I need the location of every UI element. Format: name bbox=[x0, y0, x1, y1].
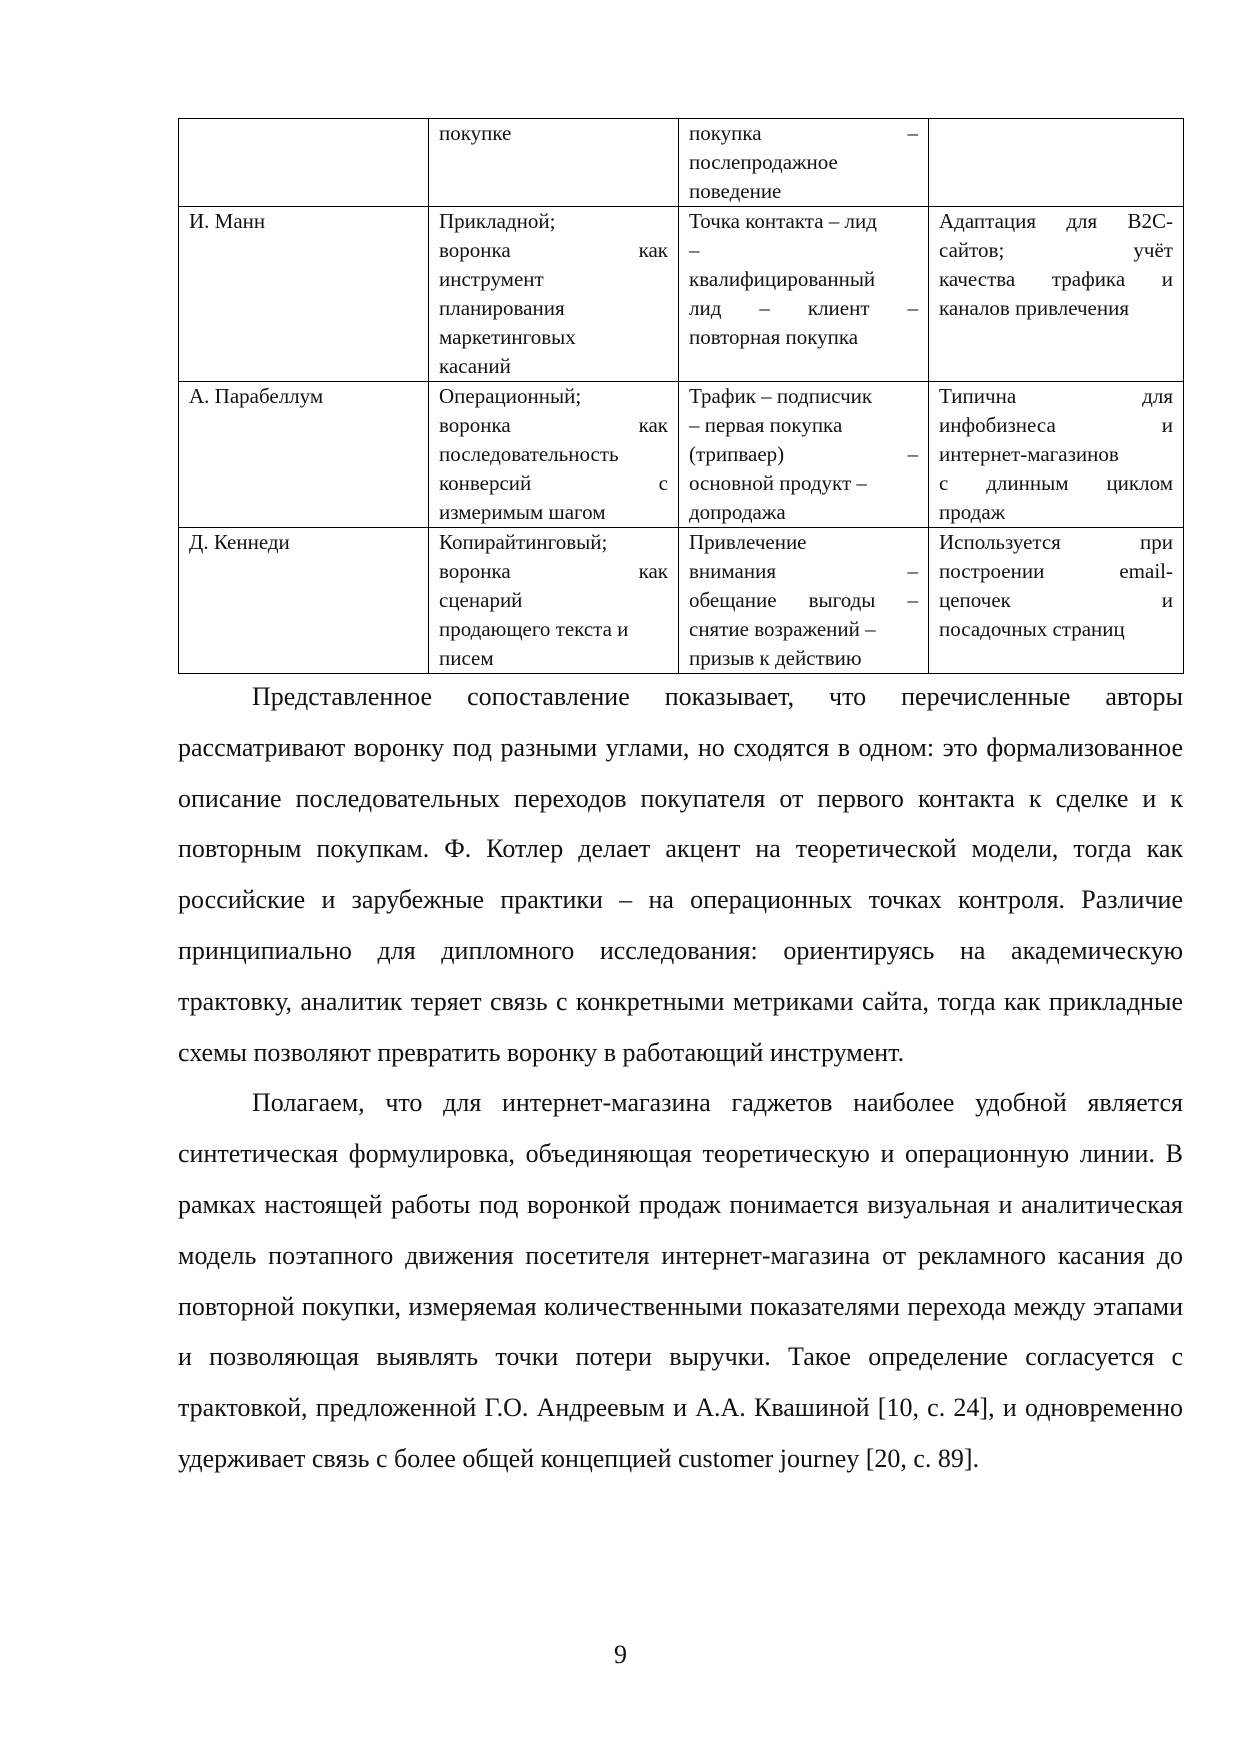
approach-line: Прикладной; bbox=[439, 209, 556, 233]
approach-line: сценарий bbox=[439, 588, 523, 612]
approach-line: продающего текста и bbox=[439, 617, 629, 641]
stages-line: покупка – bbox=[689, 121, 918, 145]
stages-line: Привлечение bbox=[689, 530, 807, 554]
approach-cell bbox=[429, 119, 679, 207]
table-row bbox=[179, 119, 1184, 207]
notes-line: качества трафика и bbox=[939, 267, 1173, 291]
approach-line: конверсий с bbox=[439, 471, 668, 495]
notes-line: с длинным циклом bbox=[939, 471, 1173, 495]
stages-line: (трипваер) – bbox=[689, 442, 918, 466]
approach-cell bbox=[429, 207, 679, 382]
table-row bbox=[179, 382, 1184, 528]
table-row bbox=[179, 207, 1184, 382]
notes-cell bbox=[929, 382, 1184, 528]
approach-line: покупке bbox=[439, 121, 512, 145]
stages-line: – bbox=[689, 238, 700, 262]
notes-cell bbox=[929, 207, 1184, 382]
stages-line: Точка контакта – лид bbox=[689, 209, 877, 233]
notes-line: построении email- bbox=[939, 559, 1173, 583]
stages-line: послепродажное bbox=[689, 150, 838, 174]
author-cell bbox=[179, 207, 429, 382]
paragraph-definition: Полагаем, что для интернет-магазина гаджетов наиболее удобной является синтетическая формулировка, объединяющая теоретическую и операционную линии. В рамках настоящей работы под воронкой продаж понимается визуальная и аналитическая модель поэтапного движения посетителя интернет-магазина от рекламного касания до повторной покупки, измеряемая количественными показателями перехода между этапами и позволяющая выявлять точки потери выручки. Такое определение согласуется с трактовкой, предложенной Г.О. Андреевым и А.А. Квашиной [10, с. 24], и одновременно удерживает связь с более общей концепцией customer journey [20, с. 89]. bbox=[178, 1088, 1183, 1473]
author-cell bbox=[179, 382, 429, 528]
approach-line: воронка как bbox=[439, 559, 668, 583]
approach-line: измеримым шагом bbox=[439, 500, 606, 524]
approach-line: последовательность bbox=[439, 442, 619, 466]
approach-line: касаний bbox=[439, 354, 511, 378]
document-page bbox=[178, 118, 1183, 1485]
notes-line: Используется при bbox=[939, 530, 1173, 554]
approach-line: Копирайтинговый; bbox=[439, 530, 608, 554]
stages-cell bbox=[679, 119, 929, 207]
stages-line: поведение bbox=[689, 179, 782, 203]
author-cell bbox=[179, 119, 429, 207]
notes-cell bbox=[929, 528, 1184, 674]
stages-line: обещание выгоды – bbox=[689, 588, 918, 612]
notes-cell bbox=[929, 119, 1184, 207]
approach-line: воронка как bbox=[439, 413, 668, 437]
body-text bbox=[178, 672, 1183, 1485]
approach-cell bbox=[429, 382, 679, 528]
paragraph-comparison: Представленное сопоставление показывает, что перечисленные авторы рассматривают воронку под разными углами, но сходятся в одном: это формализованное описание последовательных переходов покупателя от первого контакта к сделке и к повторным покупкам. Ф. Котлер делает акцент на теоретической модели, тогда как российские и зарубежные практики – на операционных точках контроля. Различие принципиально для дипломного исследования: ориентируясь на академическую трактовку, аналитик теряет связь с конкретными метриками сайта, тогда как прикладные схемы позволяют превратить воронку в работающий инструмент. bbox=[178, 682, 1183, 1067]
approach-line: Операционный; bbox=[439, 384, 582, 408]
notes-line: интернет-магазинов bbox=[939, 442, 1119, 466]
stages-cell bbox=[679, 207, 929, 382]
stages-line: Трафик – подписчик bbox=[689, 384, 873, 408]
author-cell bbox=[179, 528, 429, 674]
stages-line: снятие возражений – bbox=[689, 617, 876, 641]
stages-line: – первая покупка bbox=[689, 413, 843, 437]
approach-line: инструмент bbox=[439, 267, 544, 291]
author-name: Д. Кеннеди bbox=[189, 530, 290, 554]
notes-line: сайтов; учёт bbox=[939, 238, 1173, 262]
notes-line: Типична для bbox=[939, 384, 1173, 408]
author-name: А. Парабеллум bbox=[189, 384, 324, 408]
author-name: И. Манн bbox=[189, 209, 266, 233]
approach-line: воронка как bbox=[439, 238, 668, 262]
approach-line: маркетинговых bbox=[439, 325, 576, 349]
table-row bbox=[179, 528, 1184, 674]
stages-line: повторная покупка bbox=[689, 325, 859, 349]
stages-line: внимания – bbox=[689, 559, 918, 583]
stages-line: квалифицированный bbox=[689, 267, 876, 291]
notes-line: Адаптация для B2C- bbox=[939, 209, 1173, 233]
page-number: 9 bbox=[614, 1640, 627, 1669]
approach-line: планирования bbox=[439, 296, 565, 320]
stages-line: допродажа bbox=[689, 500, 786, 524]
notes-line: продаж bbox=[939, 500, 1006, 524]
stages-line: лид – клиент – bbox=[689, 296, 918, 320]
notes-line: цепочек и bbox=[939, 588, 1173, 612]
notes-line: посадочных страниц bbox=[939, 617, 1125, 641]
approach-cell bbox=[429, 528, 679, 674]
notes-line: инфобизнеса и bbox=[939, 413, 1173, 437]
stages-cell bbox=[679, 528, 929, 674]
notes-line: каналов привлечения bbox=[939, 296, 1130, 320]
table-body bbox=[179, 119, 1184, 674]
stages-cell bbox=[679, 382, 929, 528]
stages-line: призыв к действию bbox=[689, 646, 862, 670]
approach-line: писем bbox=[439, 646, 494, 670]
stages-line: основной продукт – bbox=[689, 471, 867, 495]
funnel-authors-table bbox=[178, 118, 1184, 674]
